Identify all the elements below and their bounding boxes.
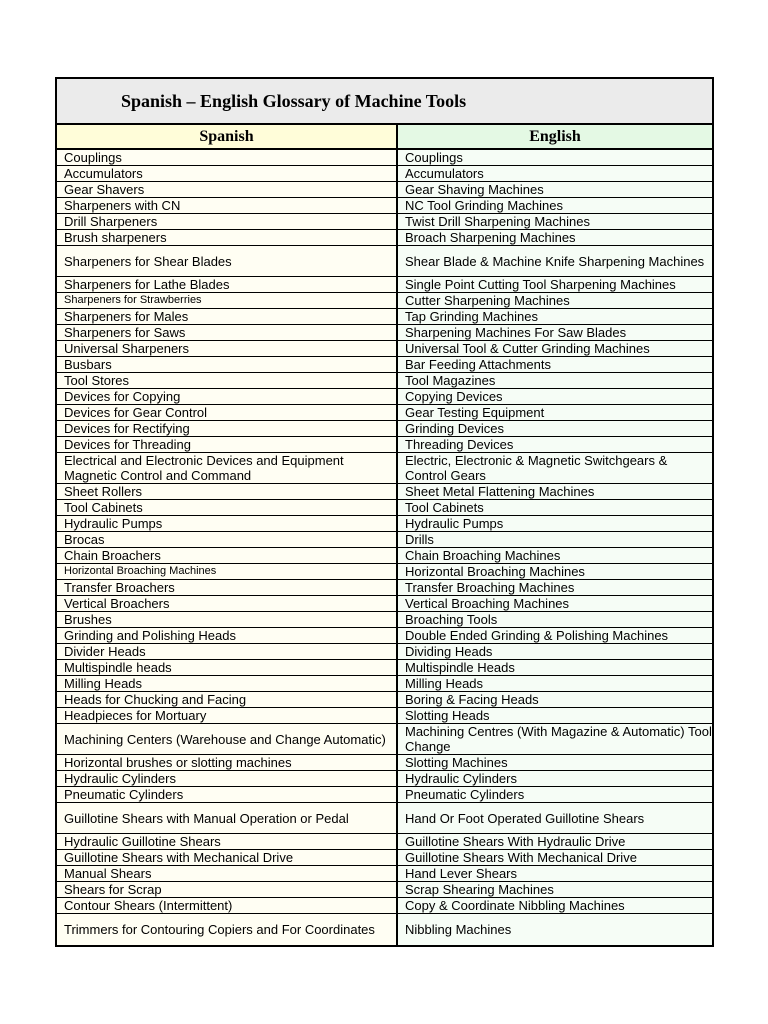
table-row — [57, 214, 712, 230]
english-term: Transfer Broaching Machines — [397, 580, 712, 596]
english-term: Threading Devices — [397, 437, 712, 453]
table-row — [57, 628, 712, 644]
spanish-term: Multispindle heads — [57, 660, 397, 676]
table-row — [57, 850, 712, 866]
english-term: Twist Drill Sharpening Machines — [397, 214, 712, 230]
english-term: Copy & Coordinate Nibbling Machines — [397, 898, 712, 914]
table-row — [57, 612, 712, 628]
glossary-document — [55, 77, 714, 947]
table-row — [57, 405, 712, 421]
column-header-english: English — [397, 125, 712, 149]
table-row — [57, 532, 712, 548]
table-row — [57, 914, 712, 945]
spanish-term: Devices for Threading — [57, 437, 397, 453]
spanish-term: Guillotine Shears with Mechanical Drive — [57, 850, 397, 866]
spanish-term: Drill Sharpeners — [57, 214, 397, 230]
table-row — [57, 421, 712, 437]
english-term: Broach Sharpening Machines — [397, 230, 712, 246]
english-term: Guillotine Shears With Hydraulic Drive — [397, 834, 712, 850]
spanish-term: Manual Shears — [57, 866, 397, 882]
table-row — [57, 230, 712, 246]
table-row — [57, 198, 712, 214]
english-term: Guillotine Shears With Mechanical Drive — [397, 850, 712, 866]
table-row — [57, 660, 712, 676]
table-row — [57, 787, 712, 803]
english-term: Machining Centres (With Magazine & Automatic) Tool Change — [397, 724, 712, 755]
english-term: Double Ended Grinding & Polishing Machines — [397, 628, 712, 644]
english-term: Cutter Sharpening Machines — [397, 293, 712, 309]
title-bar — [57, 79, 712, 125]
table-row — [57, 166, 712, 182]
table-row — [57, 755, 712, 771]
english-term: Chain Broaching Machines — [397, 548, 712, 564]
english-term: Hydraulic Pumps — [397, 516, 712, 532]
table-row — [57, 500, 712, 516]
english-term: Horizontal Broaching Machines — [397, 564, 712, 580]
spanish-term: Tool Cabinets — [57, 500, 397, 516]
table-row — [57, 516, 712, 532]
english-term: Couplings — [397, 149, 712, 166]
spanish-term: Brocas — [57, 532, 397, 548]
table-row — [57, 325, 712, 341]
column-header-spanish: Spanish — [57, 125, 397, 149]
table-row — [57, 580, 712, 596]
spanish-term: Milling Heads — [57, 676, 397, 692]
spanish-term: Vertical Broachers — [57, 596, 397, 612]
english-term: Hand Or Foot Operated Guillotine Shears — [397, 803, 712, 834]
english-term: NC Tool Grinding Machines — [397, 198, 712, 214]
table-row — [57, 596, 712, 612]
spanish-term: Shears for Scrap — [57, 882, 397, 898]
english-term: Scrap Shearing Machines — [397, 882, 712, 898]
table-row — [57, 341, 712, 357]
table-row — [57, 453, 712, 484]
english-term: Vertical Broaching Machines — [397, 596, 712, 612]
english-term: Pneumatic Cylinders — [397, 787, 712, 803]
english-term: Drills — [397, 532, 712, 548]
table-row — [57, 866, 712, 882]
spanish-term: Universal Sharpeners — [57, 341, 397, 357]
english-term: Hand Lever Shears — [397, 866, 712, 882]
spanish-term: Trimmers for Contouring Copiers and For Coordinates — [57, 914, 397, 945]
spanish-term: Brush sharpeners — [57, 230, 397, 246]
spanish-term: Electrical and Electronic Devices and Equipment Magnetic Control and Command — [57, 453, 397, 484]
spanish-term: Grinding and Polishing Heads — [57, 628, 397, 644]
english-term: Single Point Cutting Tool Sharpening Machines — [397, 277, 712, 293]
page-title: Spanish – English Glossary of Machine Tools — [121, 90, 467, 111]
english-term: Shear Blade & Machine Knife Sharpening Machines — [397, 246, 712, 277]
table-row — [57, 389, 712, 405]
spanish-term: Machining Centers (Warehouse and Change Automatic) — [57, 724, 397, 755]
spanish-term: Brushes — [57, 612, 397, 628]
spanish-term: Accumulators — [57, 166, 397, 182]
english-term: Multispindle Heads — [397, 660, 712, 676]
table-row — [57, 803, 712, 834]
table-row — [57, 724, 712, 755]
table-row — [57, 277, 712, 293]
english-term: Slotting Machines — [397, 755, 712, 771]
table-row — [57, 246, 712, 277]
english-term: Gear Shaving Machines — [397, 182, 712, 198]
table-row — [57, 692, 712, 708]
spanish-term: Couplings — [57, 149, 397, 166]
english-term: Tap Grinding Machines — [397, 309, 712, 325]
table-row — [57, 548, 712, 564]
spanish-term: Headpieces for Mortuary — [57, 708, 397, 724]
spanish-term: Busbars — [57, 357, 397, 373]
spanish-term: Sharpeners with CN — [57, 198, 397, 214]
spanish-term: Chain Broachers — [57, 548, 397, 564]
table-row — [57, 644, 712, 660]
english-term: Milling Heads — [397, 676, 712, 692]
english-term: Boring & Facing Heads — [397, 692, 712, 708]
table-row — [57, 437, 712, 453]
english-term: Hydraulic Cylinders — [397, 771, 712, 787]
spanish-term: Sheet Rollers — [57, 484, 397, 500]
english-term: Slotting Heads — [397, 708, 712, 724]
spanish-term: Guillotine Shears with Manual Operation or Pedal — [57, 803, 397, 834]
english-term: Nibbling Machines — [397, 914, 712, 945]
spanish-term: Sharpeners for Strawberries — [57, 293, 397, 309]
english-term: Accumulators — [397, 166, 712, 182]
english-term: Tool Cabinets — [397, 500, 712, 516]
table-row — [57, 882, 712, 898]
table-row — [57, 676, 712, 692]
spanish-term: Pneumatic Cylinders — [57, 787, 397, 803]
spanish-term: Devices for Rectifying — [57, 421, 397, 437]
table-row — [57, 309, 712, 325]
spanish-term: Sharpeners for Lathe Blades — [57, 277, 397, 293]
table-row — [57, 771, 712, 787]
english-term: Sheet Metal Flattening Machines — [397, 484, 712, 500]
spanish-term: Sharpeners for Saws — [57, 325, 397, 341]
english-term: Tool Magazines — [397, 373, 712, 389]
english-term: Bar Feeding Attachments — [397, 357, 712, 373]
english-term: Dividing Heads — [397, 644, 712, 660]
english-term: Universal Tool & Cutter Grinding Machines — [397, 341, 712, 357]
table-header-row — [57, 125, 712, 149]
spanish-term: Horizontal Broaching Machines — [57, 564, 397, 580]
table-row — [57, 182, 712, 198]
glossary-table — [57, 125, 712, 945]
table-row — [57, 898, 712, 914]
english-term: Copying Devices — [397, 389, 712, 405]
table-row — [57, 149, 712, 166]
spanish-term: Hydraulic Pumps — [57, 516, 397, 532]
table-row — [57, 708, 712, 724]
spanish-term: Sharpeners for Males — [57, 309, 397, 325]
spanish-term: Hydraulic Guillotine Shears — [57, 834, 397, 850]
table-row — [57, 293, 712, 309]
english-term: Sharpening Machines For Saw Blades — [397, 325, 712, 341]
english-term: Electric, Electronic & Magnetic Switchgears & Control Gears — [397, 453, 712, 484]
spanish-term: Devices for Copying — [57, 389, 397, 405]
spanish-term: Contour Shears (Intermittent) — [57, 898, 397, 914]
english-term: Gear Testing Equipment — [397, 405, 712, 421]
spanish-term: Horizontal brushes or slotting machines — [57, 755, 397, 771]
spanish-term: Devices for Gear Control — [57, 405, 397, 421]
english-term: Grinding Devices — [397, 421, 712, 437]
table-row — [57, 484, 712, 500]
spanish-term: Sharpeners for Shear Blades — [57, 246, 397, 277]
spanish-term: Divider Heads — [57, 644, 397, 660]
table-row — [57, 373, 712, 389]
table-row — [57, 564, 712, 580]
spanish-term: Hydraulic Cylinders — [57, 771, 397, 787]
spanish-term: Gear Shavers — [57, 182, 397, 198]
spanish-term: Tool Stores — [57, 373, 397, 389]
english-term: Broaching Tools — [397, 612, 712, 628]
spanish-term: Transfer Broachers — [57, 580, 397, 596]
table-row — [57, 357, 712, 373]
spanish-term: Heads for Chucking and Facing — [57, 692, 397, 708]
table-row — [57, 834, 712, 850]
